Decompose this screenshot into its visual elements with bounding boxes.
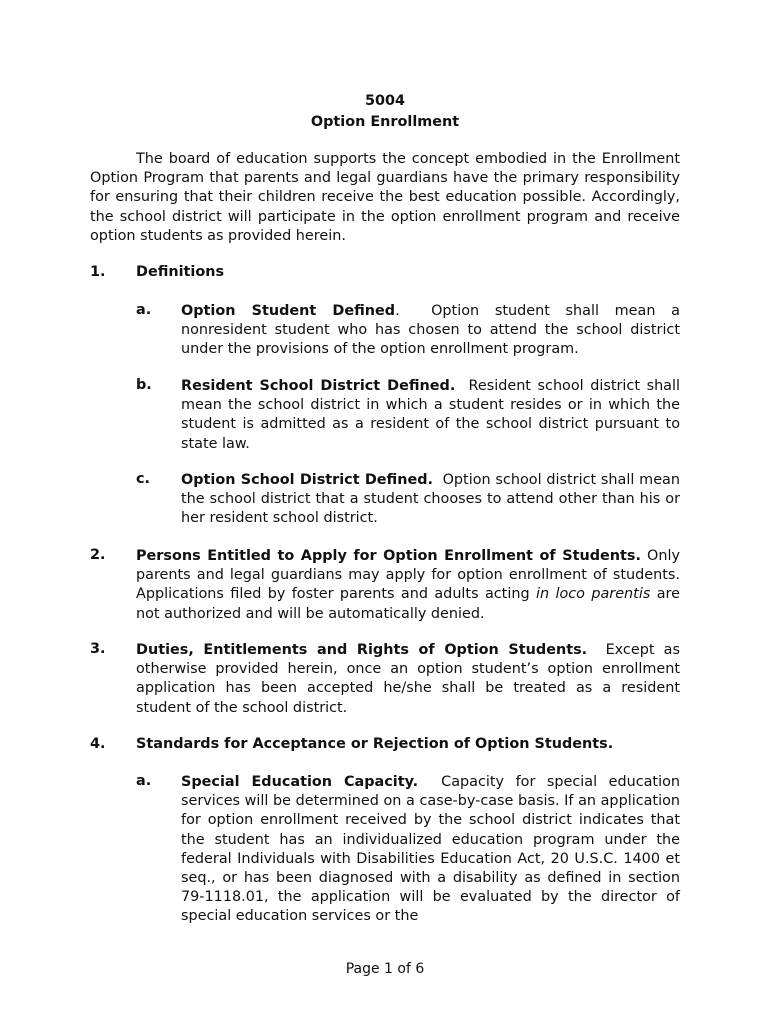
section-3-title: Duties, Entitlements and Rights of Option Students.: [136, 642, 588, 658]
item-4a-body: Capacity for special education services will be determined on a case-by-case basis. If an application for option enrollment received by the school district indicates that the student has an individualized education program under the federal Individuals with Disabilities Education Act, 20 U.S.C. 1400 et seq., or has been diagnosed with a disability as defined in section 79-1118.01, the application will be evaluated by the director of special education services or the: [181, 774, 680, 925]
policy-number: 5004: [364, 93, 406, 109]
item-1c-term: Option School District Defined.: [181, 472, 433, 488]
policy-title: Option Enrollment: [310, 114, 460, 130]
item-1a-body: Option student shall mean a nonresident student who has chosen to attend the school district under the provisions of the option enrollment program.: [181, 303, 680, 358]
item-1a-paragraph: [181, 302, 680, 360]
section-3-number: 3.: [90, 641, 106, 657]
item-1b-paragraph: [181, 377, 680, 454]
page-footer: Page 1 of 6: [345, 961, 425, 977]
item-1c-paragraph: [181, 471, 680, 529]
section-3-body: Except as otherwise provided herein, once an option student’s option enrollment application has been accepted he/she shall be treated as a resident student of the school district.: [136, 642, 680, 716]
section-1-number: 1.: [90, 264, 106, 280]
section-2-number: 2.: [90, 547, 106, 563]
item-1b-letter: b.: [136, 377, 152, 393]
section-2-body-b: are not authorized and will be automatically denied.: [136, 586, 680, 622]
item-4a-term: Special Education Capacity.: [181, 774, 419, 790]
item-1a-term: Option Student Defined: [181, 303, 396, 319]
section-4-number: 4.: [90, 736, 106, 752]
section-2-body-a: Only parents and legal guardians may apply for option enrollment of students. Applications filed by foster parents and adults acting: [136, 548, 680, 603]
section-1-title: Definitions: [136, 264, 225, 280]
item-1a-term-punct: .: [395, 303, 400, 319]
item-1b-term: Resident School District Defined.: [181, 378, 456, 394]
section-3-paragraph: [136, 641, 680, 718]
section-4-title: Standards for Acceptance or Rejection of Option Students.: [136, 736, 614, 752]
section-2-body-italic: in loco parentis: [535, 586, 651, 603]
section-2-paragraph: [136, 547, 680, 624]
intro-paragraph: The board of education supports the concept embodied in the Enrollment Option Program that parents and legal guardians have the primary responsibility for ensuring that their children receive the best education possible. Accordingly, the school district will participate in the option enrollment program and receive option students as provided herein.: [90, 151, 680, 244]
item-1c-body: Option school district shall mean the school district that a student chooses to attend other than his or her resident school district.: [181, 472, 680, 527]
item-1a-letter: a.: [136, 302, 152, 318]
item-1b-body: Resident school district shall mean the school district in which a student resides or in which the student is admitted as a resident of the school district pursuant to state law.: [181, 378, 680, 452]
item-1c-letter: c.: [136, 471, 150, 487]
section-2-title: Persons Entitled to Apply for Option Enrollment of Students.: [136, 548, 641, 564]
item-4a-letter: a.: [136, 773, 152, 789]
item-4a-paragraph: [181, 773, 680, 927]
